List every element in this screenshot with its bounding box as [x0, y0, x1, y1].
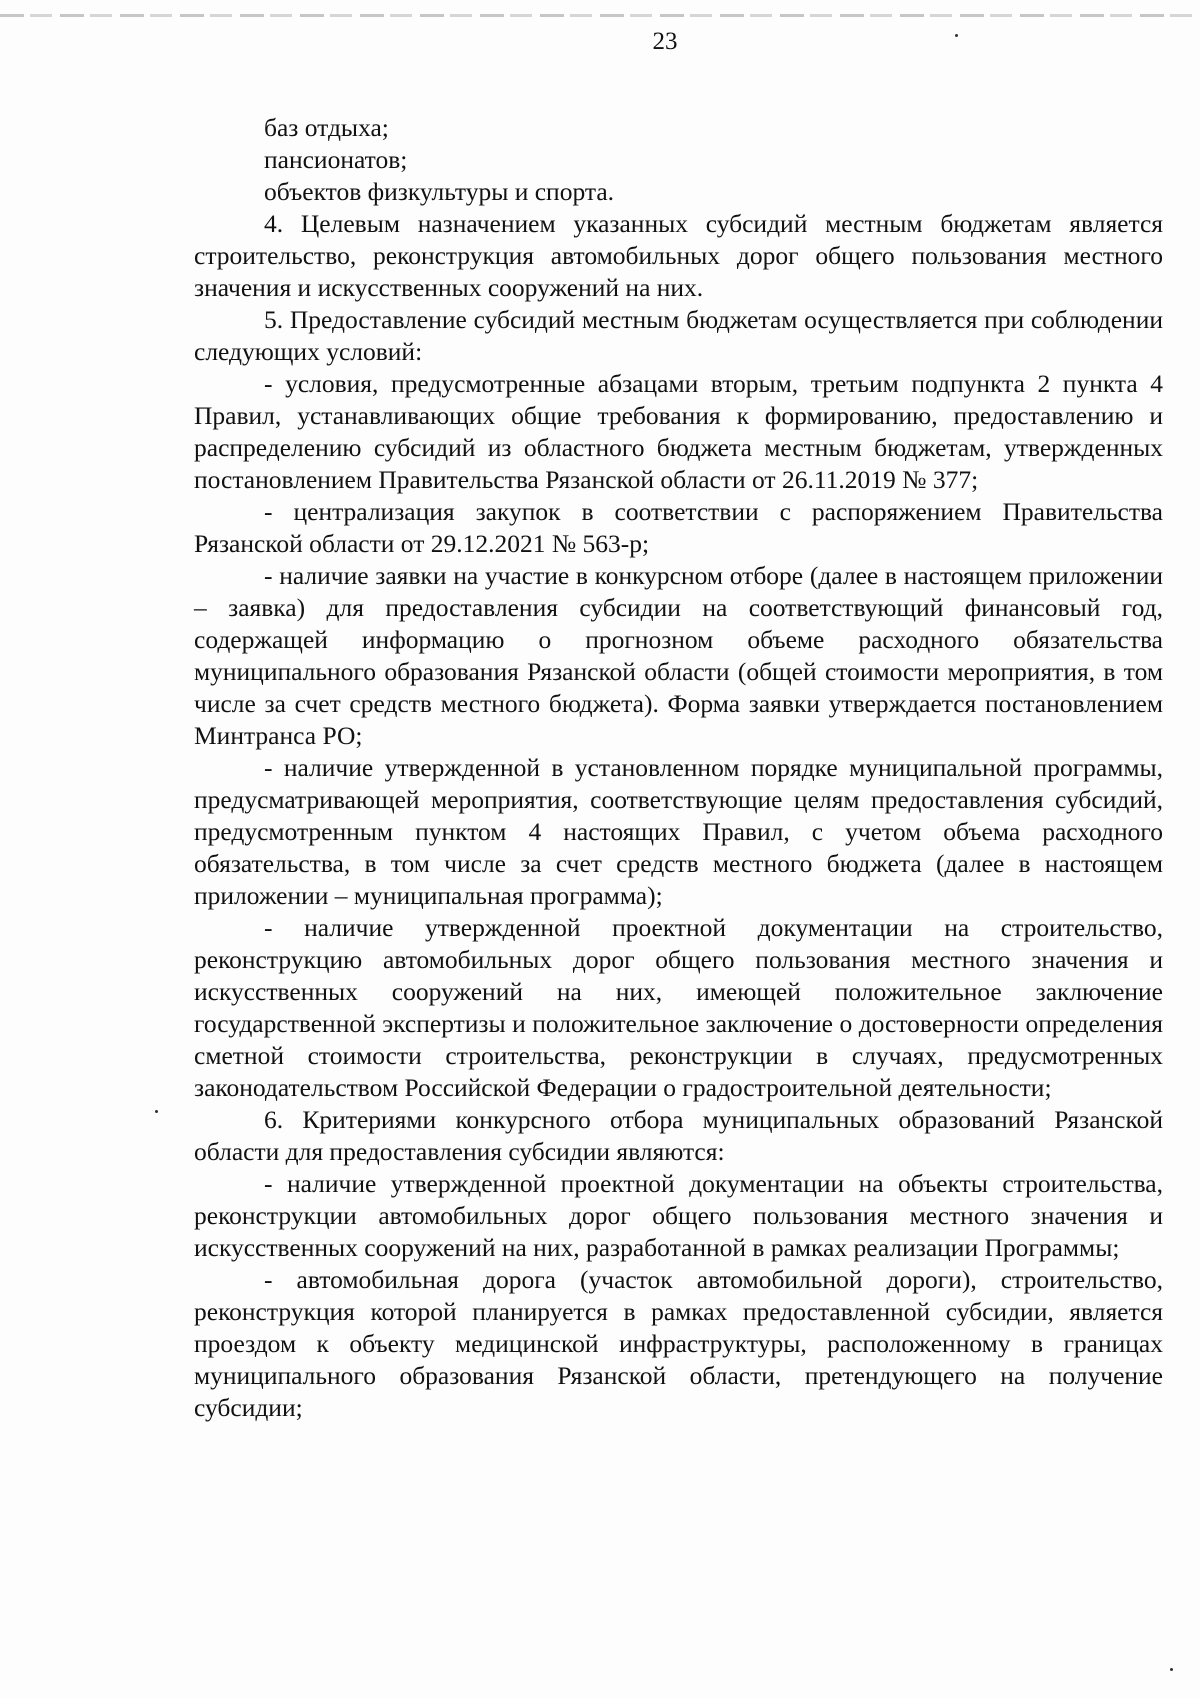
page-number: 23: [652, 28, 678, 55]
scan-speck: [1170, 1668, 1173, 1671]
paragraph-item-4: 4. Целевым назначением указанных субсидий местным бюджетам является строительство, реконструкция автомобильных дорог общего пользования местного значения и искусственных сооружений на них.: [194, 209, 1163, 302]
condition-item: - наличие утвержденной проектной документации на строительство, реконструкцию автомобильных дорог общего пользования местного значения и искусственных сооружений на них, имеющей положительное заключение государственной экспертизы и положительное заключение о достоверности определения сметной стоимости строительства, реконструкции в случаях, предусмотренных законодательством Российской Федерации о градостроительной деятельности;: [194, 913, 1163, 1102]
list-line: объектов физкультуры и спорта.: [264, 177, 615, 206]
scan-speck: [155, 1110, 158, 1113]
criterion-item: - автомобильная дорога (участок автомобильной дороги), строительство, реконструкция которой планируется в рамках предоставленной субсидии, является проездом к объекту медицинской инфраструктуры, расположенному в границах муниципального образования Рязанской области, претендующего на получение субсидии;: [194, 1265, 1163, 1422]
paragraph-item-5: 5. Предоставление субсидий местным бюджетам осуществляется при соблюдении следующих условий:: [194, 305, 1163, 366]
criterion-item: - наличие утвержденной проектной документации на объекты строительства, реконструкции автомобильных дорог общего пользования местного значения и искусственных сооружений на них, разработанной в рамках реализации Программы;: [194, 1169, 1163, 1262]
condition-item: - наличие заявки на участие в конкурсном отборе (далее в настоящем приложении – заявка) для предоставления субсидии на соответствующий финансовый год, содержащей информацию о прогнозном объеме расходного обязательства муниципального образования Рязанской области (общей стоимости мероприятия, в том числе за счет средств местного бюджета). Форма заявки утверждается постановлением Минтранса РО;: [194, 561, 1163, 750]
document-body: [194, 112, 1163, 1424]
scan-speck: [955, 34, 958, 37]
condition-item: - условия, предусмотренные абзацами вторым, третьим подпункта 2 пункта 4 Правил, устанавливающих общие требования к формированию, предоставлению и распределению субсидий из областного бюджета местным бюджетам, утвержденных постановлением Правительства Рязанской области от 26.11.2019 № 377;: [194, 369, 1163, 494]
condition-item: - централизация закупок в соответствии с распоряжением Правительства Рязанской области от 29.12.2021 № 563-р;: [194, 497, 1163, 558]
list-line: баз отдыха;: [264, 113, 389, 142]
scan-artifact-line: [0, 14, 1200, 17]
paragraph-item-6: 6. Критериями конкурсного отбора муниципальных образований Рязанской области для предоставления субсидии являются:: [194, 1105, 1163, 1166]
list-line: пансионатов;: [264, 145, 408, 174]
condition-item: - наличие утвержденной в установленном порядке муниципальной программы, предусматривающей мероприятия, соответствующие целям предоставления субсидий, предусмотренным пунктом 4 настоящих Правил, с учетом объема расходного обязательства, в том числе за счет средств местного бюджета (далее в настоящем приложении – муниципальная программа);: [194, 753, 1163, 910]
